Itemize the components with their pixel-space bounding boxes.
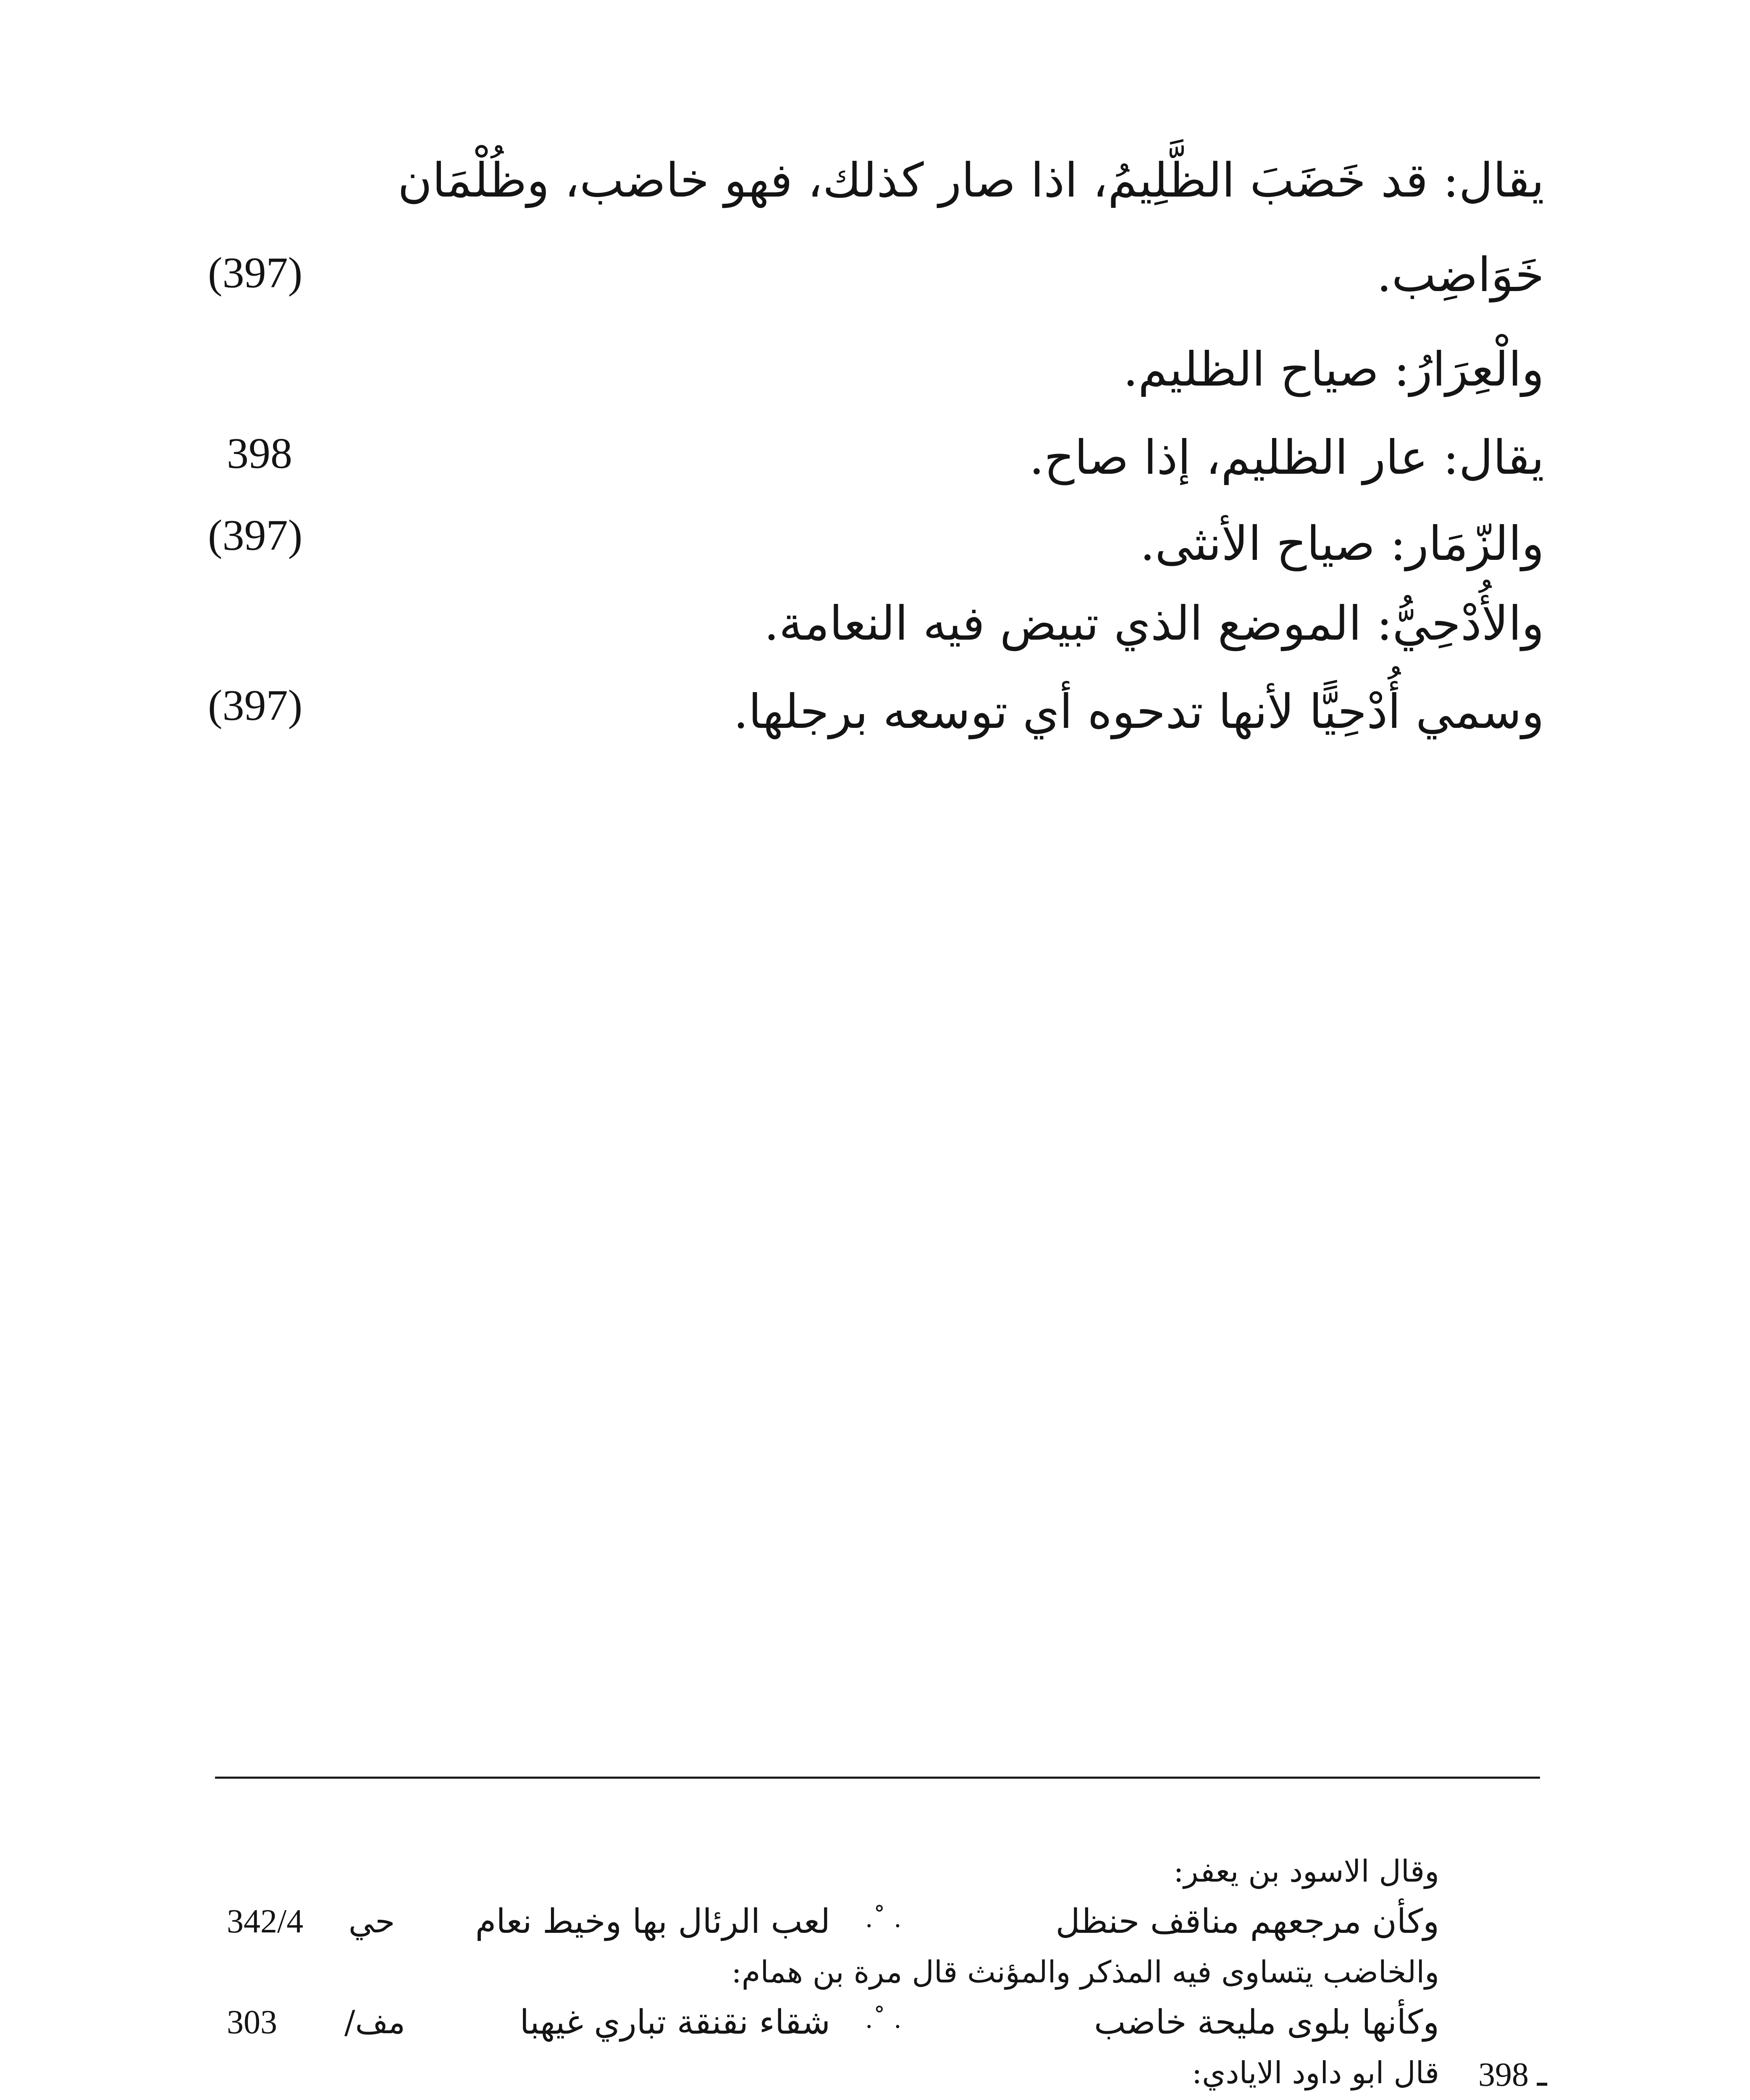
margin-ref-3: (397) [208, 511, 303, 559]
footnote-ref-2: 303 [227, 2004, 277, 2041]
footnote-note-number: 398 ـ [1478, 2056, 1547, 2093]
footnote-source-2: مف/ [344, 2003, 405, 2041]
footnote-verse-1-hemistich-right: وكأن مرجعهم مناقف حنظل [1055, 1902, 1439, 1941]
main-line-1: يقال: قد خَضَبَ الظَّلِيمُ، اذا صار كذلك، فهو خاضب، وظُلْمَان [397, 153, 1544, 208]
main-line-3: والْعِرَارُ: صياح الظليم. [1123, 342, 1544, 397]
verse-separator-2: . ˚. [865, 2005, 902, 2034]
margin-ref-1: (397) [208, 249, 303, 297]
main-line-2: خَوَاضِب. [1377, 248, 1544, 302]
margin-ref-2: 398 [227, 429, 292, 478]
main-line-4: يقال: عار الظليم، إذا صاح. [1029, 430, 1544, 485]
footnote-divider [215, 1777, 1540, 1779]
footnote-intro-1: وقال الاسود بن يعفر: [1173, 1853, 1439, 1889]
footnote-intro-2: والخاضب يتساوى فيه المذكر والمؤنث قال مرة بن همام: [731, 1954, 1439, 1990]
verse-separator-1: . ˚. [865, 1904, 902, 1933]
main-line-5: والزّمَار: صياح الأنثى. [1140, 517, 1544, 571]
footnote-source-1: حي [349, 1903, 395, 1940]
footnote-ref-1: 342/4 [227, 1903, 304, 1940]
main-line-7: وسمي أُدْحِيًّا لأنها تدحوه أي توسعه برجلها. [733, 685, 1544, 739]
main-line-6: والأُدْحِيُّ: الموضع الذي تبيض فيه النعامة. [764, 596, 1544, 651]
footnote-intro-3: قال ابو داود الايادي: [1191, 2055, 1439, 2090]
footnote-verse-2-hemistich-right: وكأنها بلوى مليحة خاضب [1094, 2003, 1439, 2042]
footnote-verse-1-hemistich-left: لعب الرئال بها وخيط نعام [475, 1902, 830, 1941]
footnote-verse-2-hemistich-left: شقاء نقنقة تباري غيهبا [519, 2003, 830, 2042]
margin-ref-4: (397) [208, 681, 303, 730]
